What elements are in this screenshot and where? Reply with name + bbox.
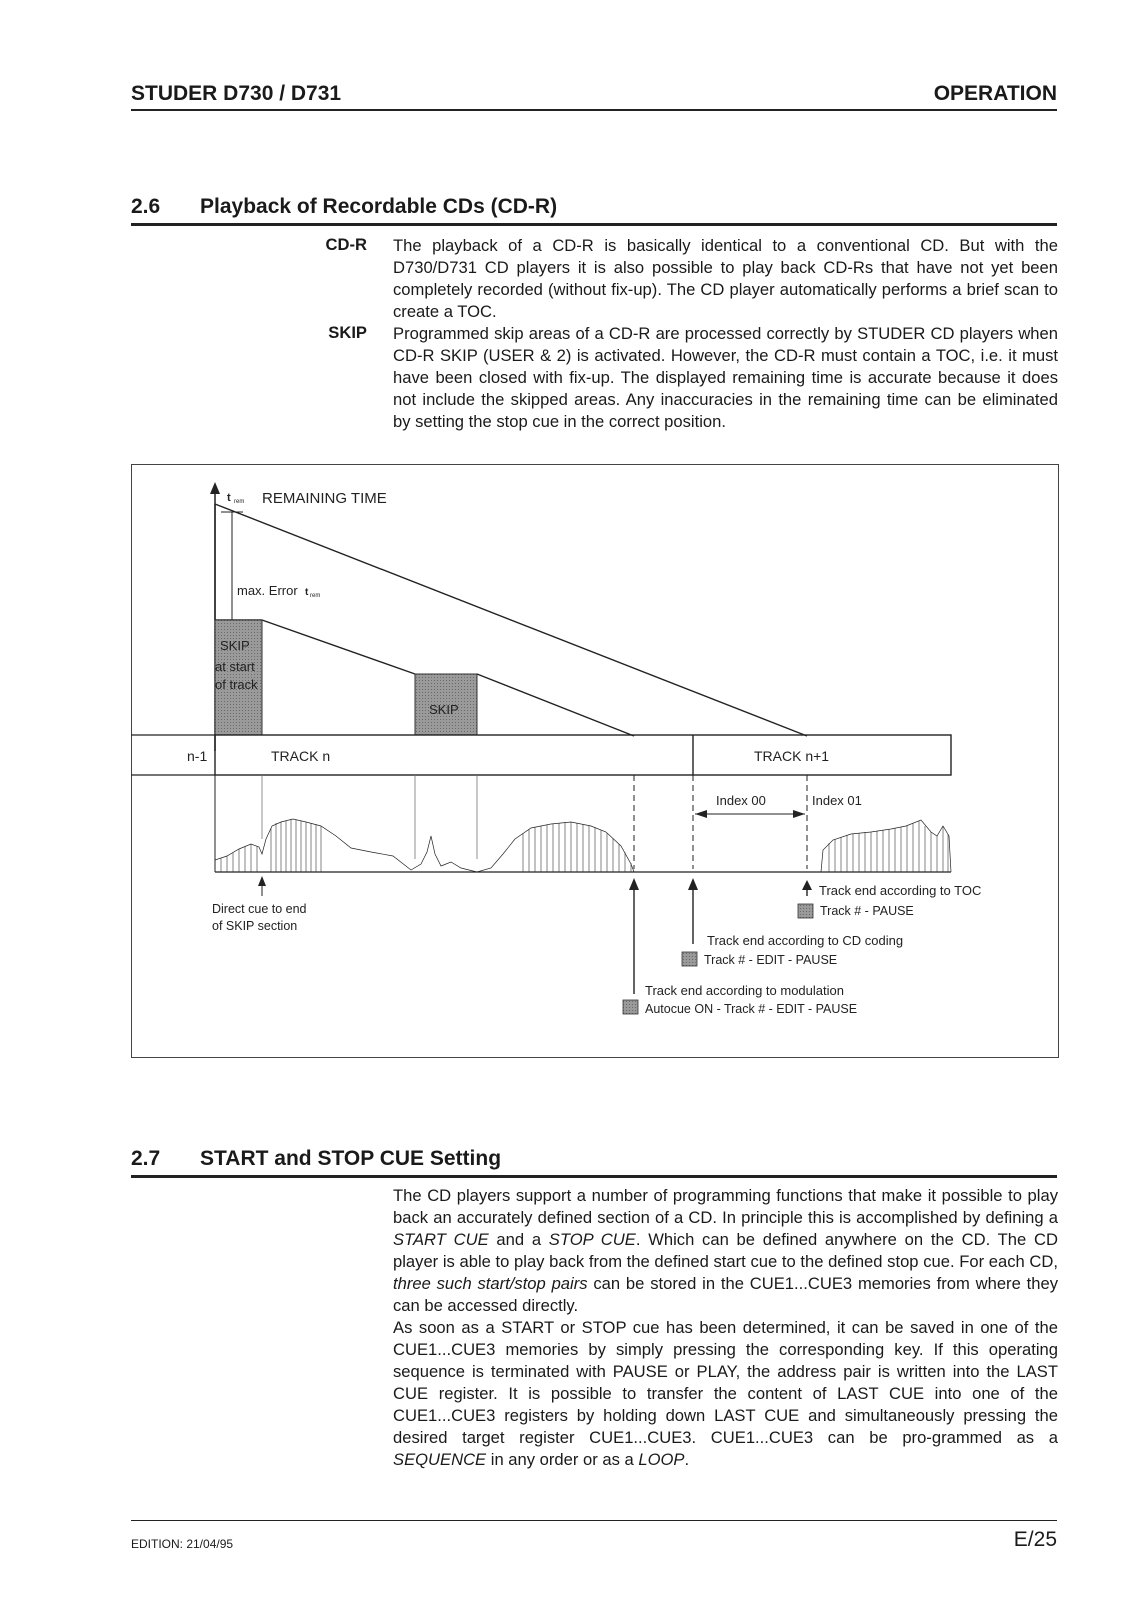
max-error-label: max. Error	[237, 583, 298, 598]
modulation-pause-key-icon	[623, 1000, 638, 1014]
modulation-pause-label: Autocue ON - Track # - EDIT - PAUSE	[645, 1002, 858, 1016]
toc-end-arrow-icon	[802, 880, 812, 890]
page-number: E/25	[1013, 1528, 1057, 1551]
skip-mid-label: SKIP	[429, 702, 459, 717]
index-00-label: Index 00	[716, 793, 766, 808]
paragraph-cd-r: The playback of a CD-R is basically identical to a conventional CD. But with the D730/D731 CD players it is also possible to play back CD-Rs that have not yet been completely recorded (without fix-up). The CD player automatically performs a brief scan to create a TOC.	[393, 236, 1058, 321]
label-cd-r: CD-R	[325, 235, 367, 254]
cd-coding-end-label: Track end according to CD coding	[707, 933, 904, 948]
remaining-time-line-actual	[262, 620, 415, 674]
track-n-label: TRACK n	[271, 748, 331, 764]
edition-date: EDITION: 21/04/95	[131, 1537, 234, 1551]
cd-coding-pause-label: Track # - EDIT - PAUSE	[704, 953, 838, 967]
track-n-plus-1-label: TRACK n+1	[754, 748, 830, 764]
start-stop-pairs-term: three such start/stop pairs	[393, 1274, 588, 1293]
header-rule	[131, 109, 1057, 111]
section-2-7-title: START and STOP CUE Setting	[200, 1147, 502, 1170]
loop-term: LOOP	[638, 1450, 685, 1469]
toc-pause-key-icon	[798, 904, 813, 918]
label-skip: SKIP	[328, 323, 367, 342]
skip-start-label-2: at start	[215, 659, 255, 674]
section-2-6-number: 2.6	[131, 195, 161, 218]
direct-cue-arrow-icon	[258, 876, 266, 886]
paragraph-cue-memories: As soon as a START or STOP cue has been determined, it can be saved in one of the CUE1...CUE3 memories by simply pressing the corresponding key. If this operating sequence is terminated with PAUSE or PLAY, the address pair is written into the LAST CUE register. It is possible to transfer the content of LAST CUE into one of the CUE1...CUE3 registers by holding down LAST CUE and simultaneously pressing the desired target register CUE1...CUE3. CUE1...CUE3 can be pro-grammed as a SEQUENCE in any order or as a LOOP.	[393, 1318, 1058, 1469]
section-2-6-title: Playback of Recordable CDs (CD-R)	[200, 195, 558, 218]
toc-pause-label: Track # - PAUSE	[820, 904, 914, 918]
cd-coding-end-arrow-icon	[688, 878, 698, 890]
paragraph-cue-intro: The CD players support a number of programming functions that make it possible to play back an accurately defined section of a CD. In principle this is accomplished by defining a START CUE and a STOP CUE. Which can be defined anywhere on the CD. The CD player is able to play back from the defined start cue to the defined stop cue. For each CD, three such start/stop pairs can be stored in the CUE1...CUE3 memories from where they can be accessed directly.	[393, 1186, 1058, 1315]
paragraph-skip: Programmed skip areas of a CD-R are processed correctly by STUDER CD players when CD-R SKIP (USER & 2) is activated. However, the CD-R must contain a TOC, i.e. it must have been closed with fix-up. The displayed remaining time is accurate because it does not include the skipped areas. Any inaccuracies in the remaining time can be eliminated by setting the stop cue in the correct position.	[393, 324, 1058, 431]
document-title: STUDER D730 / D731	[131, 82, 342, 105]
modulation-end-label: Track end according to modulation	[645, 983, 844, 998]
section-2-6-rule	[131, 223, 1057, 226]
section-2-7-rule	[131, 1175, 1057, 1178]
chapter-title: OPERATION	[933, 82, 1057, 105]
svg-text:rem: rem	[310, 593, 321, 599]
remaining-time-diagram	[131, 464, 1059, 1058]
trem-subscript: rem	[234, 499, 245, 505]
skip-start-label-3: of track	[215, 677, 258, 692]
skip-start-label-1: SKIP	[220, 638, 250, 653]
direct-cue-label-1: Direct cue to end	[212, 902, 307, 916]
remaining-time-line-toc	[215, 504, 807, 736]
trem-symbol: t	[227, 492, 231, 504]
section-2-7-number: 2.7	[131, 1147, 161, 1170]
modulation-end-arrow-icon	[629, 878, 639, 890]
svg-text:t: t	[305, 587, 309, 598]
section-2-7-body	[393, 1185, 1058, 1471]
footer-rule	[131, 1520, 1057, 1521]
index-01-label: Index 01	[812, 793, 862, 808]
sequence-term: SEQUENCE	[393, 1450, 487, 1469]
start-cue-term: START CUE	[393, 1230, 489, 1249]
stop-cue-term: STOP CUE	[548, 1230, 636, 1249]
cd-coding-pause-key-icon	[682, 952, 697, 966]
track-n-minus-1-label: n-1	[187, 748, 208, 764]
toc-end-label: Track end according to TOC	[819, 883, 982, 898]
time-axis-arrow-icon	[210, 482, 220, 494]
waveform-hatching	[221, 819, 948, 872]
remaining-time-label: REMAINING TIME	[262, 490, 387, 507]
direct-cue-label-2: of SKIP section	[212, 919, 298, 933]
